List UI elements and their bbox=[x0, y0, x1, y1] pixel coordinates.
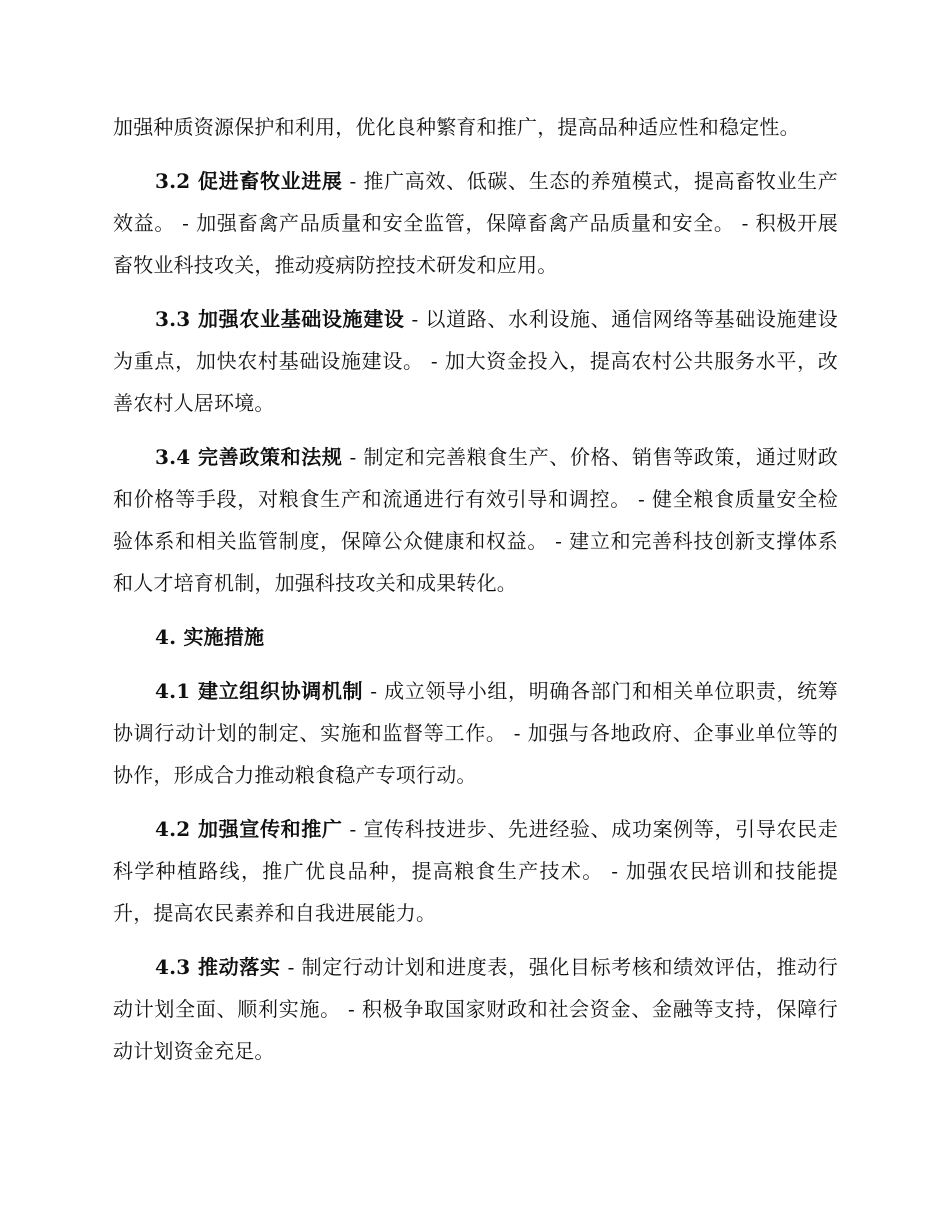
item-heading-3-2: 3.2 促进畜牧业进展 bbox=[155, 169, 343, 193]
item-body-4-3: - 制定行动计划和进度表，强化目标考核和绩效评估，推动行动计划全面、顺利实施。 - 积极争取国家财政和社会资金、金融等支持，保障行动计划资金充足。 bbox=[113, 955, 838, 1063]
section-heading-4 bbox=[113, 616, 838, 658]
item-body-4-1: - 成立领导小组，明确各部门和相关单位职责，统筹协调行动计划的制定、实施和监督等工作。 - 加强与各地政府、企事业单位等的协作，形成合力推动粮食稳产专项行动。 bbox=[113, 679, 838, 787]
item-body-3-4: - 制定和完善粮食生产、价格、销售等政策，通过财政和价格等手段，对粮食生产和流通进行有效引导和调控。 - 健全粮食质量安全检验体系和相关监管制度，保障公众健康和权益。 - 建立和完善科技创新支撑体系和人才培育机制，加强科技攻关和成果转化。 bbox=[113, 445, 838, 595]
paragraph-4-3 bbox=[113, 946, 838, 1072]
item-heading-3-4: 3.4 完善政策和法规 bbox=[155, 445, 343, 469]
item-body-3-2: - 推广高效、低碳、生态的养殖模式，提高畜牧业生产效益。 - 加强畜禽产品质量和安全监管，保障畜禽产品质量和安全。 - 积极开展畜牧业科技攻关，推动疫病防控技术研发和应用。 bbox=[113, 169, 838, 277]
paragraph-seed-resources bbox=[113, 106, 838, 148]
paragraph-3-3 bbox=[113, 298, 838, 424]
item-body-3-3: - 以道路、水利设施、通信网络等基础设施建设为重点，加快农村基础设施建设。 - 加大资金投入，提高农村公共服务水平，改善农村人居环境。 bbox=[113, 307, 838, 415]
paragraph-text: 加强种质资源保护和利用，优化良种繁育和推广，提高品种适应性和稳定性。 bbox=[113, 115, 800, 139]
paragraph-3-4 bbox=[113, 436, 838, 604]
item-heading-4-1: 4.1 建立组织协调机制 bbox=[155, 679, 364, 703]
item-heading-3-3: 3.3 加强农业基础设施建设 bbox=[155, 307, 405, 331]
item-heading-4-3: 4.3 推动落实 bbox=[155, 955, 281, 979]
paragraph-3-2 bbox=[113, 160, 838, 286]
paragraph-4-1 bbox=[113, 670, 838, 796]
item-heading-4-2: 4.2 加强宣传和推广 bbox=[155, 817, 343, 841]
document-body bbox=[113, 106, 838, 1072]
item-body-4-2: - 宣传科技进步、先进经验、成功案例等，引导农民走科学种植路线，推广优良品种，提高粮食生产技术。 - 加强农民培训和技能提升，提高农民素养和自我进展能力。 bbox=[113, 817, 838, 925]
section-title-4: 4. 实施措施 bbox=[155, 625, 265, 649]
paragraph-4-2 bbox=[113, 808, 838, 934]
